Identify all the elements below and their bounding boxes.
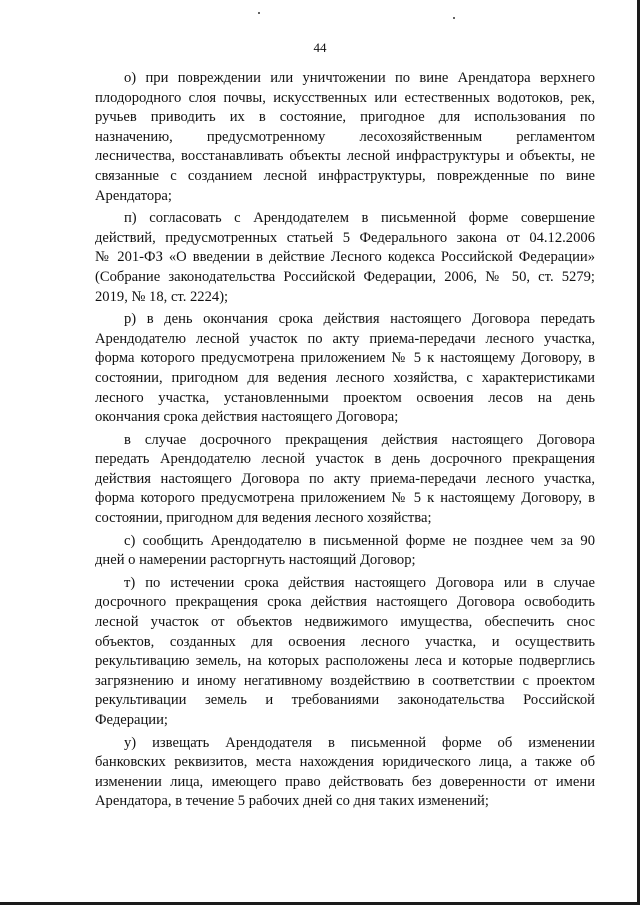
paragraph-o [95,69,595,206]
text-line: Федерации; [95,712,168,728]
text-line: о) при повреждении или уничтожении по вине Арендатора верхнего [124,70,595,86]
page-number: 44 [313,40,327,55]
text-line: форма которого предусмотрена приложением № 5 к настоящему Договору, в [95,490,595,507]
text-line: банковских реквизитов, места нахождения юридического лица, а также об [95,754,595,771]
text-line: связанные с созданием лесной инфраструктуры, поврежденные по вине [95,167,595,184]
text-line: назначению, предусмотренному лесохозяйственным регламентом [95,128,595,145]
text-line: передать Арендодателю лесной участок в день досрочного прекращения [95,451,595,468]
text-line: действий, предусмотренных статьей 5 Федерального закона от 04.12.2006 [95,229,595,246]
text-line: рекультивации земель и требованиями законодательства Российской [95,692,595,709]
paragraph-r2 [95,431,595,529]
document-body [95,69,595,812]
text-line: рекультивацию земель, на которых расположены леса и которые подверглись [95,653,595,670]
text-line: у) извещать Арендодателя в письменной форме об изменении [124,734,595,751]
text-line: р) в день окончания срока действия настоящего Договора передать [124,311,595,328]
text-line: Арендодателю лесной участок по акту приема-передачи лесного участка, [95,330,595,347]
paragraph-t [95,574,595,731]
text-line: дней о намерении расторгнуть настоящий Договор; [95,552,416,569]
text-line: лесничества, восстанавливать объекты лесной инфраструктуры и объекты, не [95,148,595,165]
text-line: лесного участка, установленными проектом освоения лесов на день [95,389,595,406]
text-line: № 201-ФЗ «О введении в действие Лесного кодекса Российской Федерации» [95,249,595,266]
text-line: объектов, созданных для освоения лесного участка, и осуществить [95,633,595,650]
text-line: Арендатора, в течение 5 рабочих дней со дня таких изменений; [95,793,489,810]
text-line: Арендатора; [95,187,172,204]
text-line: 2019, № 18, ст. 2224); [95,288,229,305]
text-line: состоянии, пригодном для ведения лесного хозяйства; [95,510,432,527]
text-line: с) сообщить Арендодателю в письменной форме не позднее чем за 90 [124,532,595,549]
paragraph-u [95,734,595,812]
text-line: плодородного слоя почвы, искусственных или естественных водотоков, рек, [95,89,595,106]
scan-speck [453,17,455,19]
text-line: состоянии, пригодном для ведения лесного хозяйства, с характеристиками [95,369,595,386]
paragraph-s [95,532,595,571]
text-line: досрочного прекращения срока действия настоящего Договора освободить [95,594,595,611]
text-line: т) по истечении срока действия настоящего Договора или в случае [124,574,595,591]
paragraph-p [95,209,595,307]
text-line: в случае досрочного прекращения действия настоящего Договора [124,431,595,448]
text-line: лесной участок от объектов недвижимого имущества, обеспечить снос [95,614,595,631]
scan-speck [258,12,260,14]
text-line: ручьев приводить их в состояние, пригодное для использования по [95,109,595,126]
text-line: (Собрание законодательства Российской Федерации, 2006, № 50, ст. 5279; [95,268,595,285]
text-line: действия настоящего Договора по акту приема-передачи лесного участка, [95,470,595,487]
text-line: загрязнению и иному негативному воздействию в соответствии с проектом [95,672,595,689]
text-line: изменении лица, имеющего право действовать без доверенности от имени [95,773,595,790]
text-line: п) согласовать с Арендодателем в письменной форме совершение [124,210,595,227]
paragraph-r [95,310,595,428]
text-line: окончания срока действия настоящего Договора; [95,409,399,426]
text-line: форма которого предусмотрена приложением № 5 к настоящему Договору, в [95,350,595,367]
